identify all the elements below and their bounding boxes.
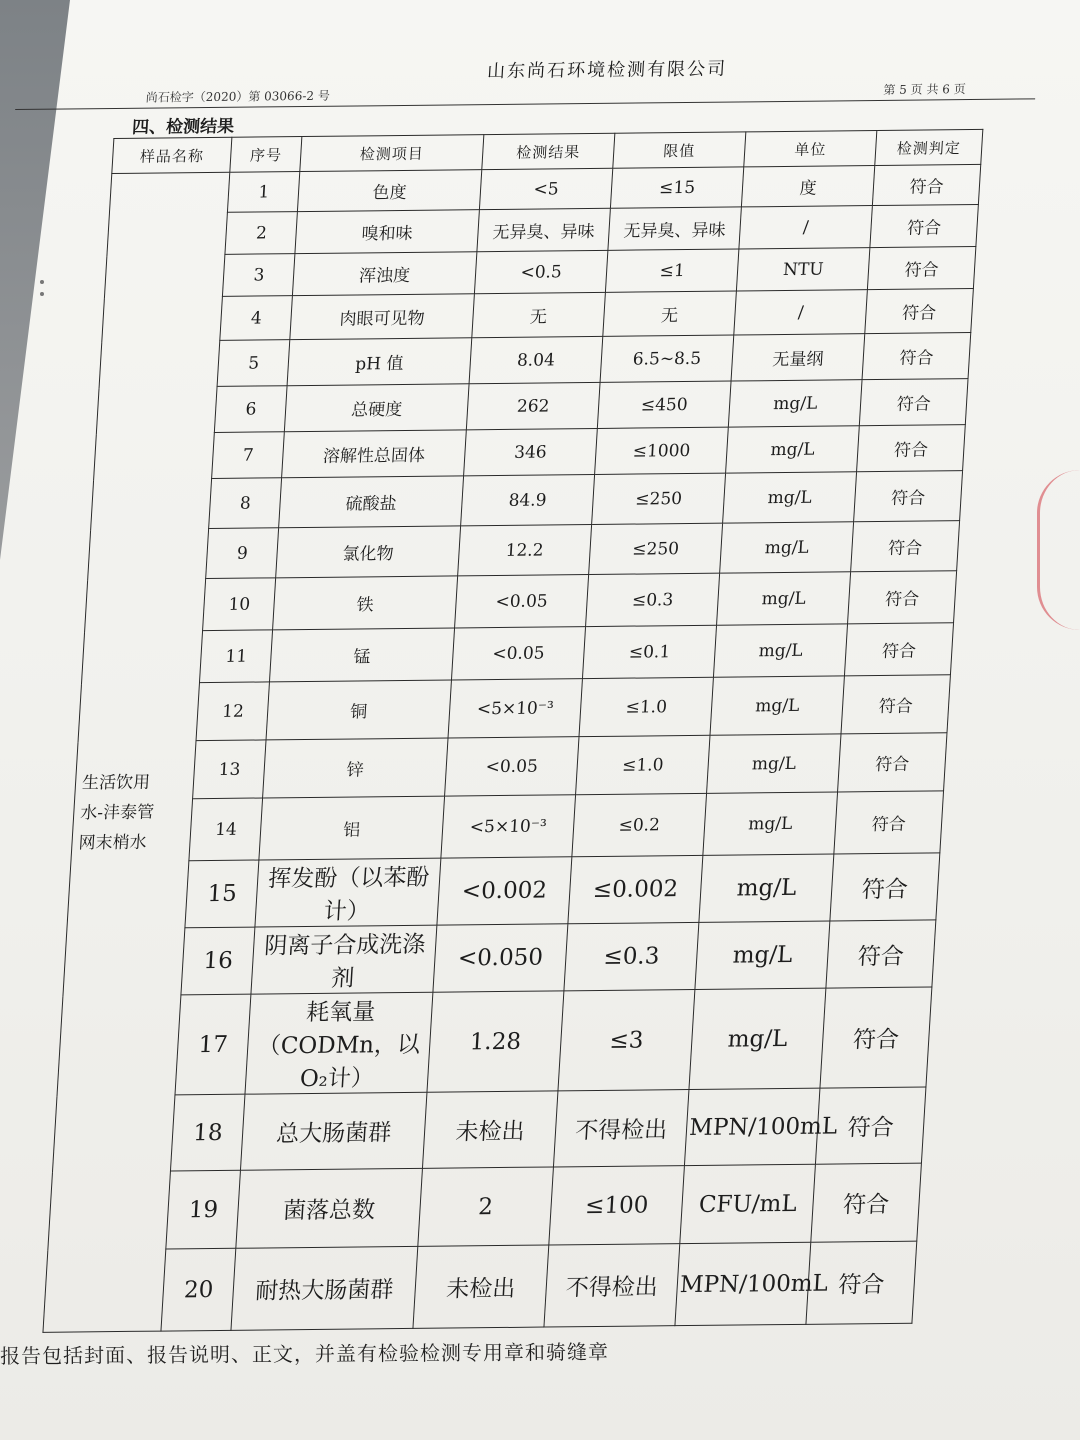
cell-item: 溶解性总固体 [282,430,467,478]
cell-judgement: 符合 [854,471,963,522]
sample-name-line: 网末梢水 [77,832,148,853]
cell-result: 8.04 [469,336,603,383]
cell-item: 氯化物 [276,526,461,578]
cell-judgement: 符合 [811,1163,921,1242]
cell-no: 18 [171,1094,245,1171]
cell-result: 无 [472,292,606,337]
cell-judgement: 符合 [806,1241,917,1324]
cell-result: <0.050 [433,924,568,992]
cell-judgement: 符合 [841,675,950,734]
cell-result: <5×10⁻³ [441,795,576,858]
cell-judgement: 符合 [826,920,936,988]
cell-no: 19 [166,1170,240,1249]
cell-judgement: 符合 [873,164,981,205]
section-title: 四、检测结果 [131,116,235,138]
cell-result: 未检出 [413,1245,549,1328]
cell-no: 1 [228,172,300,213]
cell-limit: ≤1.0 [576,735,711,794]
cell-item: 色度 [298,170,482,212]
cell-no: 4 [220,296,292,341]
cell-item: 耐热大肠菌群 [231,1246,418,1330]
header-no: 序号 [230,137,302,173]
cell-unit: mg/L [695,921,830,989]
cell-unit: mg/L [717,572,851,625]
cell-item: 锌 [263,738,448,798]
cell-limit: 无异臭、异味 [608,207,742,250]
cell-item: 耗氧量（CODMn，以 O₂计） [245,992,433,1094]
table-row [81,623,953,684]
cell-unit: mg/L [689,988,826,1089]
footer-note: 报告包括封面、报告说明、正文，并盖有检验检测专用章和骑缝章 [0,1339,610,1369]
table-row [71,791,944,862]
cell-item: 铝 [259,796,445,860]
cell-judgement: 符合 [834,791,943,854]
cell-no: 6 [215,386,287,433]
cell-result: <0.5 [474,250,608,293]
table-row [43,1241,917,1332]
table-row [88,521,960,580]
cell-no: 16 [181,927,255,995]
cell-no: 9 [206,528,279,579]
company-name: 山东尚石环境检测有限公司 [486,58,728,83]
cell-unit: MPN/100mL [675,1242,811,1325]
cell-item: 硫酸盐 [279,476,464,528]
header-result: 检测结果 [482,133,615,169]
cell-no: 13 [193,740,266,799]
cell-result: 2 [418,1167,554,1246]
table-row [78,675,950,742]
cell-result: <0.05 [455,575,589,628]
cell-no: 15 [185,860,259,928]
cell-limit: ≤0.3 [564,922,699,990]
cell-no: 10 [203,578,276,631]
cell-item: 总硬度 [284,384,469,432]
cell-item: 总大肠菌群 [241,1092,427,1170]
cell-limit: 不得检出 [544,1244,680,1327]
cell-item: 肉眼可见物 [290,294,474,340]
header-item: 检测项目 [300,135,484,172]
table-row [75,733,947,800]
cell-result: <5×10⁻³ [448,679,583,738]
cell-item: 菌落总数 [236,1168,422,1248]
cell-judgement: 符合 [857,425,966,472]
cell-limit: ≤15 [610,167,743,208]
cell-result: 12.2 [458,525,592,576]
cell-unit: mg/L [720,522,854,573]
table-row [91,471,963,530]
cell-limit: ≤0.3 [586,573,720,626]
cell-no: 11 [200,630,273,683]
cell-limit: 无 [603,291,737,336]
cell-unit: mg/L [728,380,862,427]
cell-judgement: 符合 [860,379,969,426]
cell-item: 锰 [270,628,455,682]
cell-no: 8 [209,478,282,529]
cell-item: 浑浊度 [293,252,477,296]
cell-result: 84.9 [461,474,595,525]
cell-judgement: 符合 [862,333,971,380]
cell-result: 无异臭、异味 [477,208,611,251]
header-judgement: 检测判定 [875,129,983,165]
cell-unit: NTU [737,248,871,291]
cell-judgement: 符合 [848,571,957,624]
cell-limit: ≤0.002 [568,855,703,923]
cell-result: <0.05 [445,737,580,796]
cell-item: 嗅和味 [295,210,479,254]
cell-no: 20 [161,1248,236,1331]
table-row [48,1163,922,1250]
sample-name-line: 水-沣泰管 [79,802,155,823]
cell-judgement: 符合 [851,521,960,572]
table-row [85,571,957,632]
cell-limit: ≤250 [589,523,723,574]
cell-result: 1.28 [427,991,564,1092]
table-row [63,920,936,996]
table-row [57,987,932,1096]
header-limit: 限值 [613,132,746,168]
cell-limit: ≤0.2 [572,793,707,856]
cell-judgement: 符合 [820,987,932,1088]
report-page [0,51,1038,1334]
cell-limit: ≤1.0 [579,677,714,736]
header-unit: 单位 [744,131,877,167]
cell-item: 挥发酚（以苯酚计） [255,858,441,927]
stamp-edge [1037,470,1080,630]
cell-unit: mg/L [723,472,857,523]
cell-judgement: 符合 [865,289,973,334]
cell-unit: mg/L [726,426,860,473]
cell-judgement: 符合 [816,1087,926,1164]
cell-result: 346 [464,428,598,475]
cell-item: 铁 [273,576,458,630]
cell-item: 阴离子合成洗涤剂 [251,925,437,994]
cell-unit: mg/L [707,734,842,793]
cell-unit: mg/L [714,624,848,677]
cell-unit: / [734,290,868,335]
cell-item: 铜 [266,680,451,740]
cell-unit: 度 [742,166,875,207]
cell-unit: CFU/mL [680,1164,816,1243]
sample-name-line: 生活饮用 [81,772,151,793]
cell-result: <0.002 [437,857,572,925]
cell-limit: ≤0.1 [583,625,717,678]
cell-unit: MPN/100mL [685,1088,821,1165]
cell-no: 3 [223,254,295,297]
cell-limit: 不得检出 [554,1090,690,1167]
cell-judgement: 符合 [845,623,954,676]
cell-no: 17 [175,994,251,1095]
page-number: 第 5 页 共 6 页 [882,82,967,97]
header-sample-name: 样品名称 [112,137,232,173]
cell-judgement: 符合 [870,204,978,247]
cell-no: 2 [225,212,297,255]
cell-no: 7 [212,432,284,479]
cell-limit: ≤100 [549,1166,685,1245]
cell-unit: / [739,206,873,249]
cell-limit: ≤1 [605,249,739,292]
cell-limit: ≤250 [592,473,726,524]
cell-no: 14 [189,798,262,861]
cell-result: 未检出 [422,1091,558,1168]
cell-judgement: 符合 [830,853,940,921]
cell-result: <5 [479,168,612,209]
table-row [67,853,940,929]
cell-unit: 无量纲 [731,334,865,381]
cell-limit: ≤1000 [595,427,729,474]
table-row [52,1087,925,1172]
cell-no: 12 [196,682,269,741]
cell-judgement: 符合 [868,246,976,289]
cell-no: 5 [217,340,289,387]
cell-result: 262 [466,382,600,429]
cell-unit: mg/L [699,854,834,922]
cell-result: <0.05 [451,627,585,680]
results-table [42,129,983,1333]
cell-judgement: 符合 [838,733,947,792]
cell-limit: ≤450 [597,381,731,428]
cell-unit: mg/L [703,792,838,855]
doc-number: 尚石检字（2020）第 03066-2 号 [145,88,331,105]
cell-limit: 6.5~8.5 [600,335,734,382]
cell-item: pH 值 [287,338,472,386]
cell-unit: mg/L [710,676,845,735]
cell-limit: ≤3 [558,989,695,1090]
